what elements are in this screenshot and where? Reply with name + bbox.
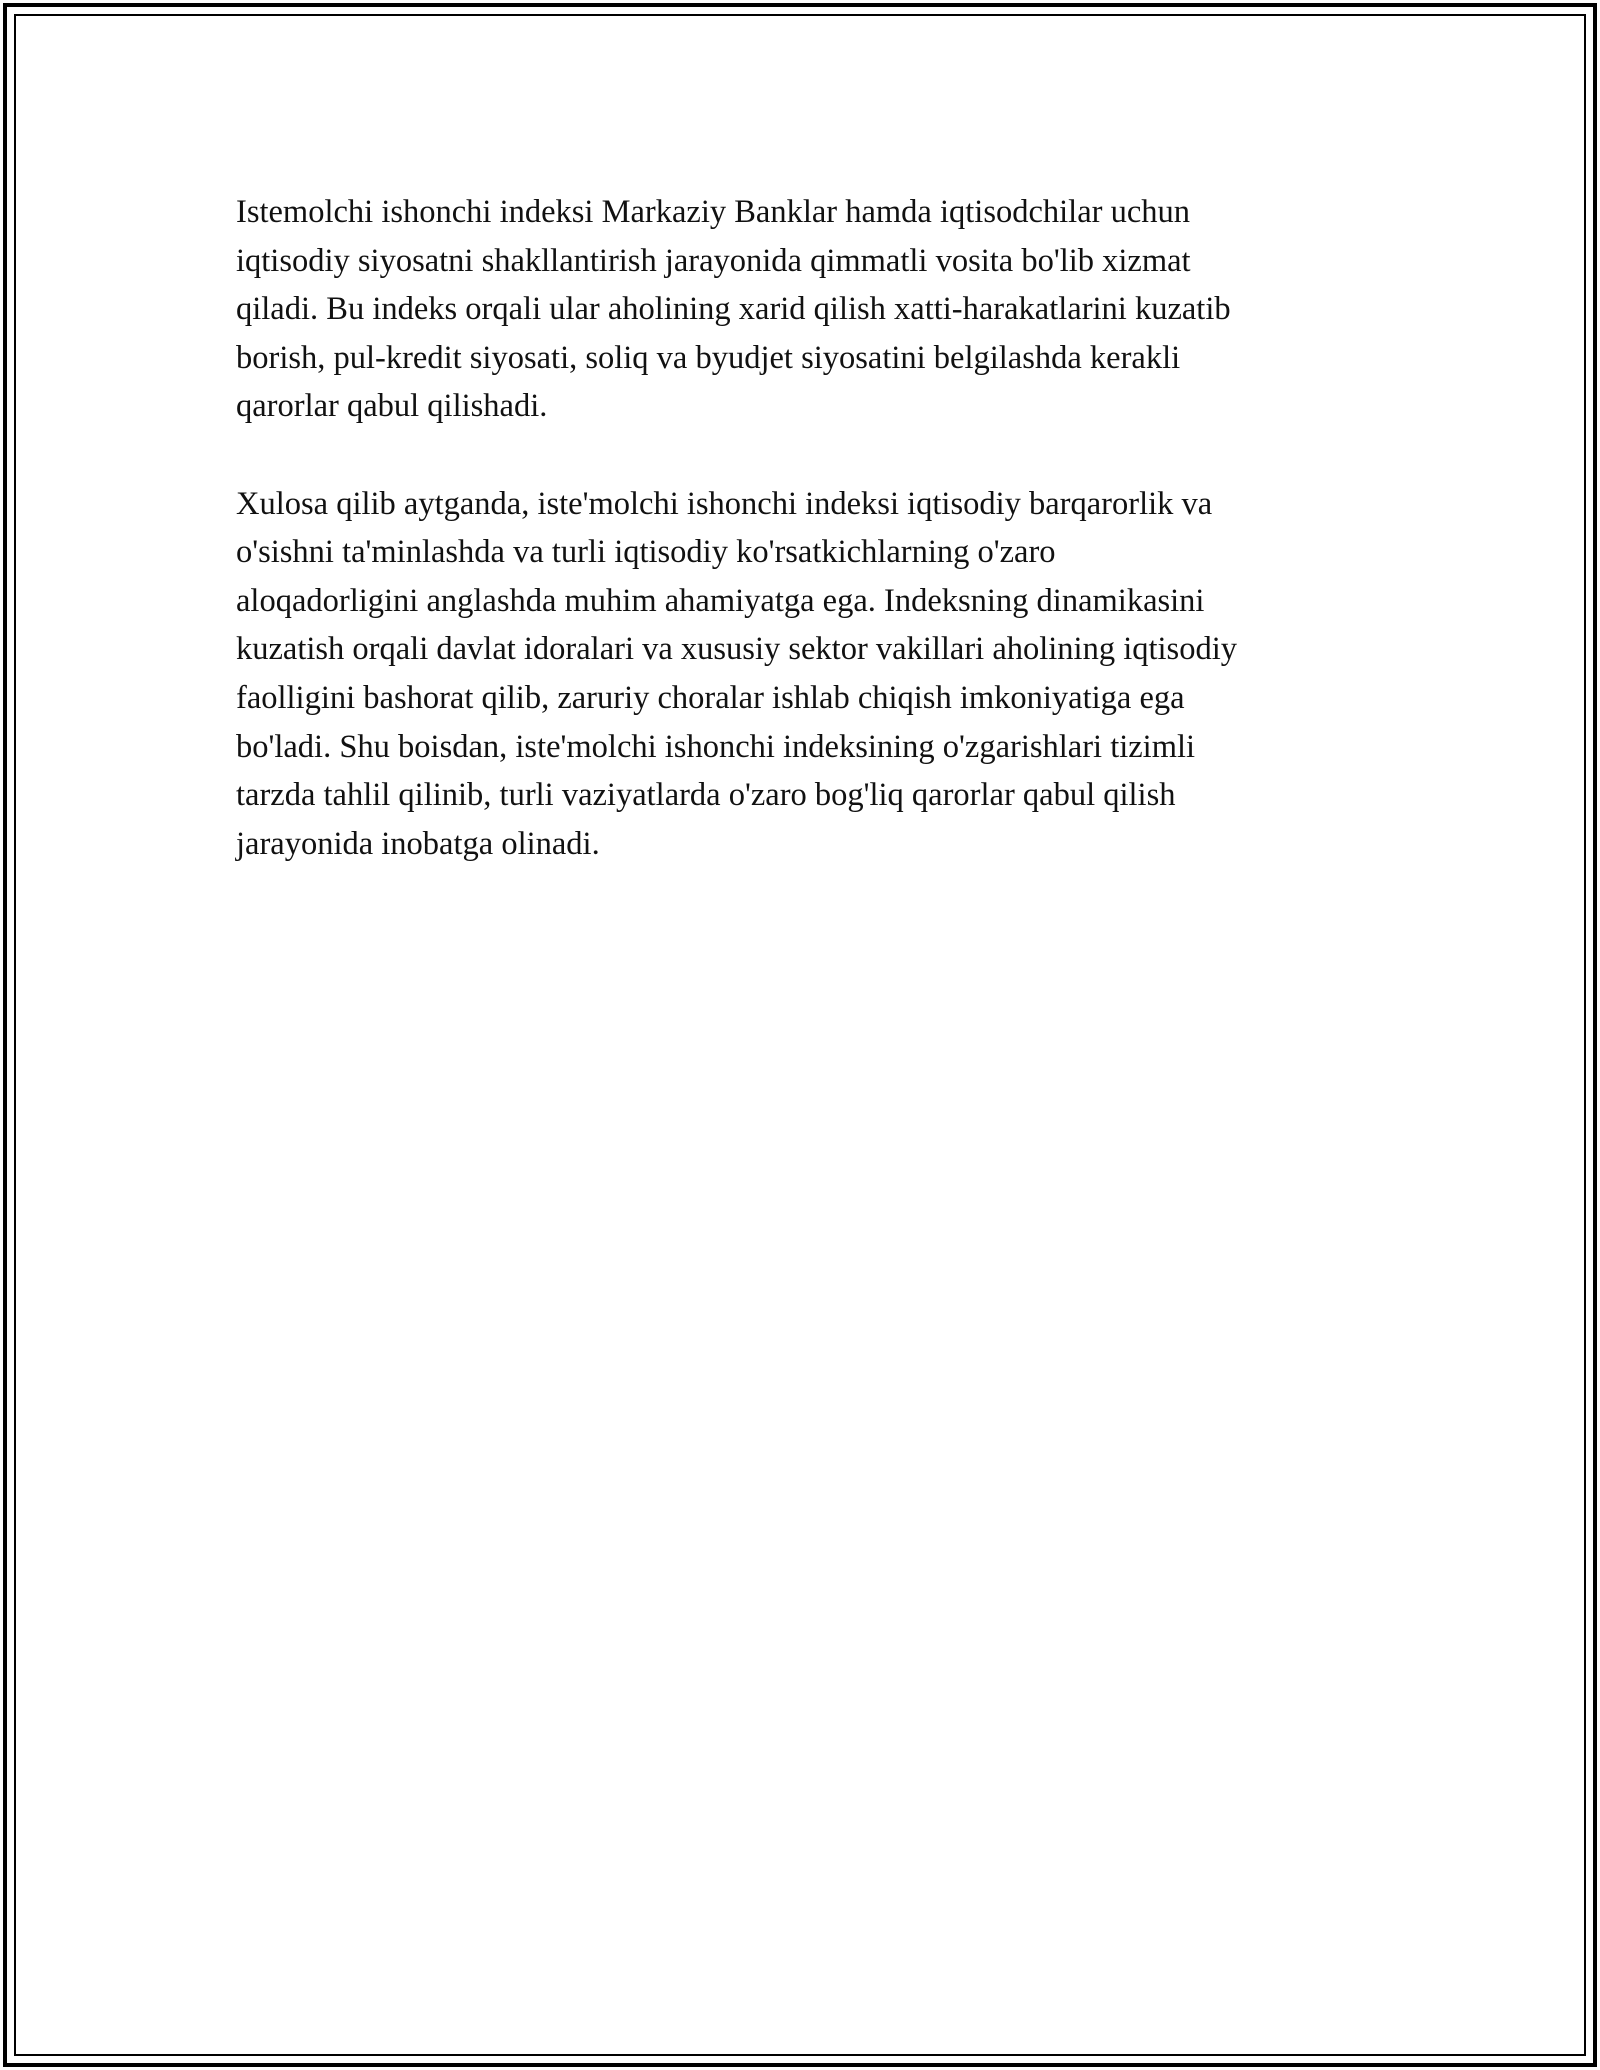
paragraph-spacer <box>236 431 1386 480</box>
paragraph-1-line-5: qarorlar qabul qilishadi. <box>236 388 548 425</box>
paragraph-1-line-3: qiladi. Bu indeks orqali ular aholining xarid qilish xatti-harakatlarini kuzatib <box>236 291 1231 328</box>
paragraph-1-line-4: borish, pul-kredit siyosati, soliq va byudjet siyosatini belgilashda kerakli <box>236 339 1181 376</box>
document-body <box>236 188 1386 868</box>
paragraph-2-line-3: aloqadorligini anglashda muhim ahamiyatga ega. Indeksning dinamikasini <box>236 582 1205 619</box>
paragraph-2-line-8: jarayonida inobatga olinadi. <box>236 825 600 862</box>
paragraph-1 <box>236 188 1386 431</box>
paragraph-2-line-1: Xulosa qilib aytganda, iste'molchi ishonchi indeksi iqtisodiy barqarorlik va <box>236 485 1213 522</box>
paragraph-2-line-5: faolligini bashorat qilib, zaruriy choralar ishlab chiqish imkoniyatiga ega <box>236 679 1185 716</box>
paragraph-1-line-1: Istemolchi ishonchi indeksi Markaziy Banklar hamda iqtisodchilar uchun <box>236 194 1191 230</box>
paragraph-2-line-7: tarzda tahlil qilinib, turli vaziyatlarda o'zaro bog'liq qarorlar qabul qilish <box>236 777 1176 814</box>
paragraph-1-line-2: iqtisodiy siyosatni shakllantirish jarayonida qimmatli vosita bo'lib xizmat <box>236 242 1191 279</box>
paragraph-2-line-4: kuzatish orqali davlat idoralari va xususiy sektor vakillari aholining iqtisodiy <box>236 631 1237 668</box>
paragraph-2 <box>236 480 1386 869</box>
paragraph-2-line-2: o'sishni ta'minlashda va turli iqtisodiy ko'rsatkichlarning o'zaro <box>236 534 1056 571</box>
paragraph-2-line-6: bo'ladi. Shu boisdan, iste'molchi ishonchi indeksining o'zgarishlari tizimli <box>236 728 1196 765</box>
